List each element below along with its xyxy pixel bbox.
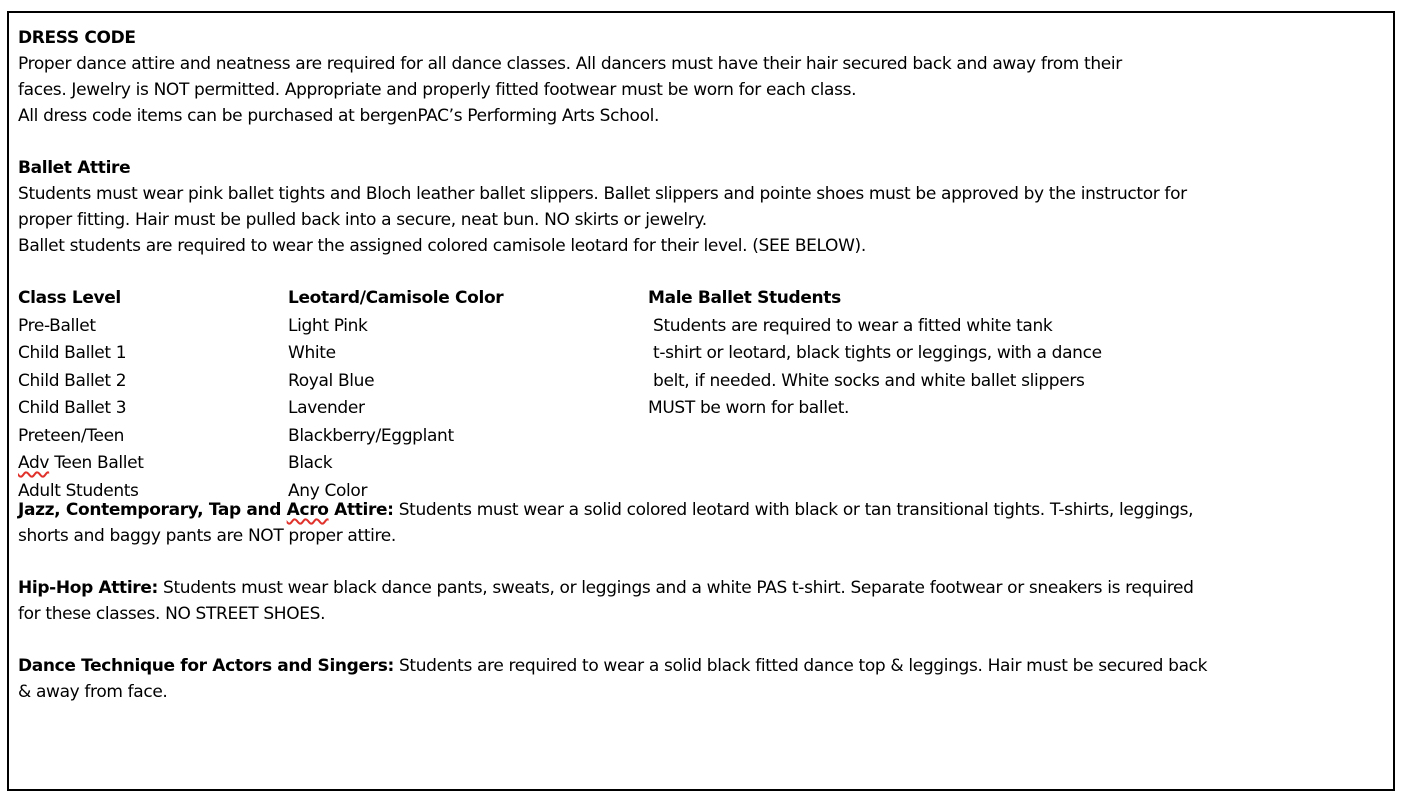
leotard-color-column: [288, 285, 638, 505]
class-level-cell-rest: Teen Ballet: [49, 453, 144, 473]
spellcheck-word: Adv: [18, 453, 50, 473]
leotard-color-header: Leotard/Camisole Color: [288, 288, 504, 308]
ballet-heading: Ballet Attire: [18, 158, 131, 178]
technique-line-1: Students are required to wear a solid black fitted dance top & leggings. Hair must be secured back: [393, 656, 1208, 676]
class-level-table: [18, 285, 1386, 501]
dress-code-line-2: faces. Jewelry is NOT permitted. Appropriate and properly fitted footwear must be worn for each class.: [18, 80, 857, 100]
class-level-cell: Child Ballet 1: [18, 343, 127, 363]
hiphop-heading: Hip-Hop Attire:: [18, 578, 158, 598]
male-ballet-heading: Male Ballet Students: [648, 288, 841, 308]
leotard-color-cell: Black: [288, 453, 333, 473]
male-ballet-line: belt, if needed. White socks and white ballet slippers: [648, 370, 1085, 391]
jazz-heading-post: Attire:: [328, 500, 394, 520]
ballet-line-1: Students must wear pink ballet tights and Bloch leather ballet slippers. Ballet slippers and pointe shoes must be approved by the instructor for: [18, 184, 1187, 204]
class-level-cell: Adult Students: [18, 480, 139, 501]
class-level-column: [18, 285, 278, 505]
class-level-cell: Preteen/Teen: [18, 425, 125, 446]
leotard-color-cell: Any Color: [288, 480, 368, 501]
leotard-color-cell: Blackberry/Eggplant: [288, 425, 454, 446]
class-level-cell: Child Ballet 2: [18, 370, 127, 391]
jazz-heading-pre: Jazz, Contemporary, Tap and: [18, 500, 287, 520]
class-level-cell: [18, 450, 278, 478]
ballet-line-2: proper fitting. Hair must be pulled back into a secure, neat bun. NO skirts or jewelry.: [18, 210, 707, 230]
dress-code-line-1: Proper dance attire and neatness are required for all dance classes. All dancers must have their hair secured back and away from their: [18, 54, 1122, 74]
spellcheck-word: Acro: [286, 500, 329, 520]
male-ballet-line: Students are required to wear a fitted white tank: [648, 315, 1053, 336]
document-frame: [7, 11, 1395, 791]
class-level-header: Class Level: [18, 288, 121, 308]
dress-code-line-3: All dress code items can be purchased at bergenPAC’s Performing Arts School.: [18, 106, 660, 126]
technique-paragraph-line-1: [18, 653, 1386, 679]
class-level-cell: Pre-Ballet: [18, 315, 96, 336]
leotard-color-cell: White: [288, 343, 336, 363]
spacer: [18, 129, 1386, 155]
spacer: [18, 259, 1386, 285]
male-ballet-line: MUST be worn for ballet.: [648, 398, 850, 418]
leotard-color-cell: Light Pink: [288, 315, 368, 336]
ballet-line-3: Ballet students are required to wear the assigned colored camisole leotard for their level. (SEE BELOW).: [18, 236, 866, 256]
jazz-line-1: Students must wear a solid colored leotard with black or tan transitional tights. T-shirts, leggings,: [393, 500, 1194, 520]
document-content: [18, 25, 1386, 705]
class-level-cell: Child Ballet 3: [18, 398, 127, 418]
leotard-color-cell: Royal Blue: [288, 370, 375, 391]
hiphop-paragraph-line-1: [18, 575, 1386, 601]
leotard-color-cell: Lavender: [288, 398, 365, 418]
hiphop-line-1: Students must wear black dance pants, sweats, or leggings and a white PAS t-shirt. Separate footwear or sneakers is required: [157, 578, 1194, 598]
jazz-line-2: shorts and baggy pants are NOT proper attire.: [18, 526, 396, 546]
technique-line-2: & away from face.: [18, 682, 168, 702]
technique-heading: Dance Technique for Actors and Singers:: [18, 656, 394, 676]
dress-code-heading: DRESS CODE: [18, 28, 136, 48]
male-ballet-line: t-shirt or leotard, black tights or leggings, with a dance: [648, 343, 1102, 363]
spacer: [18, 627, 1386, 653]
hiphop-line-2: for these classes. NO STREET SHOES.: [18, 604, 326, 624]
spacer: [18, 549, 1386, 575]
male-ballet-column: [648, 285, 1208, 423]
